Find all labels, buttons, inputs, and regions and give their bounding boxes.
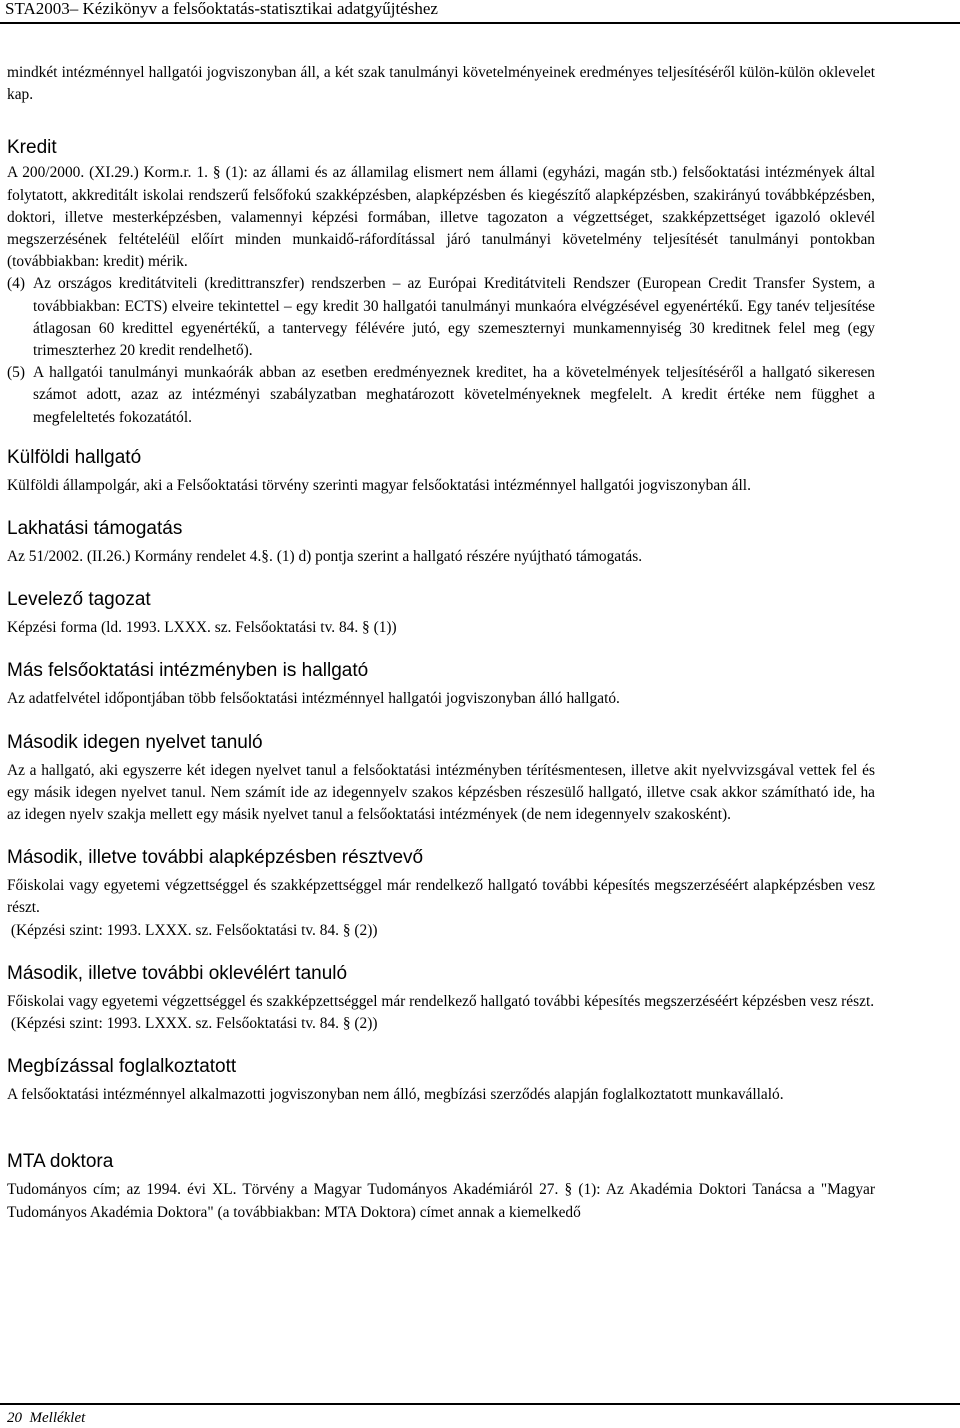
item-text: Az országos kreditátviteli (kredittranszfer) rendszerben – az Európai Kreditátviteli Rendszer (European Credit Transfer System, a továbbiakban: ECTS) elveire tekintettel – egy kredit 30 hallgatói tanulmányi munkaóra elvégzésével egyenértékű. Egy tanév teljesítése átlagosan 60 kredittel egyenértékű, a tantervegy félévére jutó, egy szemeszternyi munkamennyiség 30 kreditnek felel meg (egy trimeszterhez 20 kredit rendelhető). [33, 275, 875, 360]
intro-paragraph: mindkét intézménnyel hallgatói jogviszonyban áll, a két szak tanulmányi követelményeinek eredményes teljesítéséről külön-külön oklevelet kap. [7, 64, 875, 104]
kredit-paragraph: A 200/2000. (XI.29.) Korm.r. 1. § (1): az állami és az államilag elismert nem állami (egyházi, magán stb.) felsőoktatási intézmények által folytatott, akkreditált iskolai rendszerű felsőfokú szakképzésben, alapképzésben és kiegészítő alapképzésben, szakirányú továbbképzésben, doktori, illetve mesterképzésben, valamennyi képzési formában, illetve tagozaton a végzettséget, szakképzettséget igazoló oklevél megszerzésének feltételéül előírt minden munkaidő-ráfordítással járó tanulmányi követelmény teljesítését tanulmányi pontokban (továbbiakban: kredit) mérik. [7, 164, 875, 271]
item-number: (4) [7, 275, 25, 293]
section-heading-tovabbi-oklevel: Második, illetve további oklevélért tanuló [7, 962, 348, 984]
section-heading-mas-intezmenyben: Más felsőoktatási intézményben is hallgató [7, 660, 369, 682]
header-title: STA2003– Kézikönyv a felsőoktatás-statisztikai adatgyűjtéshez [5, 0, 438, 18]
section-paragraph: Főiskolai vagy egyetemi végzettséggel és szakképzettséggel már rendelkező hallgató további képesítés megszerzéséért képzésben vesz részt. [7, 992, 875, 1010]
section-paragraph: Az adatfelvétel időpontjában több felsőoktatási intézménnyel hallgatói jogviszonyban álló hallgató. [7, 690, 620, 708]
section-paragraph: Külföldi állampolgár, aki a Felsőoktatási törvény szerinti magyar felsőoktatási intézménnyel hallgatói jogviszonyban áll. [7, 476, 751, 494]
section-heading-kredit: Kredit [7, 137, 57, 159]
item-number: (5) [7, 364, 25, 382]
footer-label: Melléklet [29, 1410, 86, 1426]
section-heading-lakhatasi-tamogatas: Lakhatási támogatás [7, 518, 183, 540]
running-header [5, 0, 955, 18]
kredit-item-5 [7, 362, 875, 429]
section-reference: (Képzési szint: 1993. LXXX. sz. Felsőoktatási tv. 84. § (2)) [7, 1015, 378, 1033]
section-heading-megbizassal: Megbízással foglalkoztatott [7, 1056, 237, 1078]
section-heading-tovabbi-alapkepzes: Második, illetve további alapképzésben résztvevő [7, 847, 424, 869]
section-paragraph: Tudományos cím; az 1994. évi XL. Törvény a Magyar Tudományos Akadémiáról 27. § (1): Az Akadémia Doktori Tanácsa a "Magyar Tudományos Akadémia Doktora" (a továbbiakban: MTA Doktora) címet annak a kiemelkedő [7, 1181, 875, 1221]
page-footer [7, 1409, 85, 1427]
page-content [7, 62, 875, 1224]
section-paragraph: Az 51/2002. (II.26.) Kormány rendelet 4.§. (1) d) pontja szerint a hallgató részére nyújtható támogatás. [7, 548, 643, 566]
section-paragraph: A felsőoktatási intézménnyel alkalmazotti jogviszonyban nem álló, megbízási szerződés alapján foglalkoztatott munkavállaló. [7, 1086, 784, 1104]
section-heading-levelezo-tagozat: Levelező tagozat [7, 589, 151, 611]
footer-rule [0, 1403, 960, 1405]
item-text: A hallgatói tanulmányi munkaórák abban az esetben eredményeznek kreditet, ha a követelmények teljesítéséről a hallgató sikeresen számot adott, azaz az intézményi szabályzatban meghatározott követelményeknek megfelelt. A kredit értéke nem függhet a megfeleltetés fokozatától. [33, 364, 875, 426]
page-number: 20 [7, 1410, 22, 1426]
kredit-item-4 [7, 273, 875, 362]
section-paragraph: Az a hallgató, aki egyszerre két idegen nyelvet tanul a felsőoktatási intézményben térítésmentesen, illetve akit nyelvvizsgával vettek fel és egy másik idegen nyelvet tanul. Nem számít ide az idegennyelv szakos képzésben részesülő hallgató, illetve csak akkor számítható ide, ha az idegen nyelv szakja mellett egy másik nyelvet tanul a felsőoktatási intézmények (de nem idegennyelv szakosként). [7, 761, 875, 824]
section-heading-mta-doktora: MTA doktora [7, 1151, 114, 1173]
header-rule [0, 22, 960, 24]
section-paragraph: Képzési forma (ld. 1993. LXXX. sz. Felsőoktatási tv. 84. § (1)) [7, 619, 397, 637]
section-heading-kulfoldi-hallgato: Külföldi hallgató [7, 446, 142, 468]
section-paragraph: Főiskolai vagy egyetemi végzettséggel és szakképzettséggel már rendelkező hallgató további képesítés megszerzéséért alapképzésben vesz részt. [7, 877, 875, 917]
section-reference: (Képzési szint: 1993. LXXX. sz. Felsőoktatási tv. 84. § (2)) [7, 921, 378, 939]
section-heading-masodik-idegen-nyelv: Második idegen nyelvet tanuló [7, 731, 263, 753]
